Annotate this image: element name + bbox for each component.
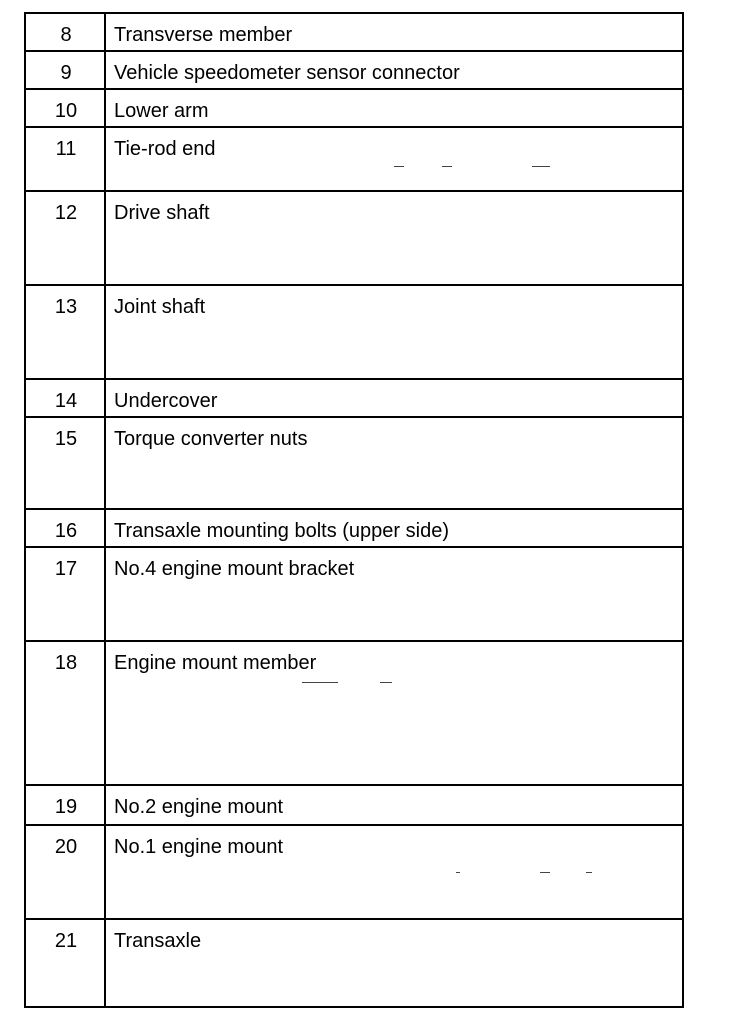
item-description: No.2 engine mount — [114, 796, 284, 818]
item-description: Engine mount member — [114, 652, 317, 674]
table-row — [26, 192, 682, 286]
item-number: 20 — [54, 836, 78, 858]
table-row — [26, 418, 682, 510]
item-number: 13 — [54, 296, 78, 318]
table-row — [26, 642, 682, 786]
item-description: No.4 engine mount bracket — [114, 558, 355, 580]
item-description: Tie-rod end — [114, 138, 216, 160]
table-row — [26, 380, 682, 418]
scan-artifact — [302, 682, 338, 683]
scan-artifact — [456, 872, 460, 873]
item-description: No.1 engine mount — [114, 836, 284, 858]
item-number: 14 — [54, 390, 78, 412]
item-description: Lower arm — [114, 100, 209, 122]
table-row — [26, 548, 682, 642]
scan-artifact — [380, 682, 392, 683]
item-description: Joint shaft — [114, 296, 206, 318]
item-number: 9 — [60, 62, 72, 84]
item-number: 19 — [54, 796, 78, 818]
scan-artifact — [586, 872, 592, 873]
item-description: Transaxle — [114, 930, 202, 952]
scan-artifact — [532, 166, 550, 167]
table-row — [26, 14, 682, 52]
scan-artifact — [540, 872, 550, 873]
table-row — [26, 920, 682, 1008]
item-description: Transverse member — [114, 24, 293, 46]
table-row — [26, 128, 682, 192]
item-description: Torque converter nuts — [114, 428, 308, 450]
table-row — [26, 786, 682, 826]
item-description: Undercover — [114, 390, 218, 412]
item-number: 12 — [54, 202, 78, 224]
table-row — [26, 826, 682, 920]
scan-artifact — [394, 166, 404, 167]
item-number: 18 — [54, 652, 78, 674]
parts-table — [24, 12, 684, 1008]
table-row — [26, 90, 682, 128]
item-number: 21 — [54, 930, 78, 952]
item-number: 11 — [55, 138, 77, 160]
item-number: 10 — [54, 100, 78, 122]
item-number: 17 — [54, 558, 78, 580]
item-description: Vehicle speedometer sensor connector — [114, 62, 460, 84]
table-row — [26, 286, 682, 380]
item-description: Drive shaft — [114, 202, 210, 224]
scan-artifact — [442, 166, 452, 167]
item-number: 16 — [54, 520, 78, 542]
item-number: 15 — [54, 428, 78, 450]
item-number: 8 — [60, 24, 72, 46]
table-row — [26, 510, 682, 548]
table-row — [26, 52, 682, 90]
item-description: Transaxle mounting bolts (upper side) — [114, 520, 449, 542]
